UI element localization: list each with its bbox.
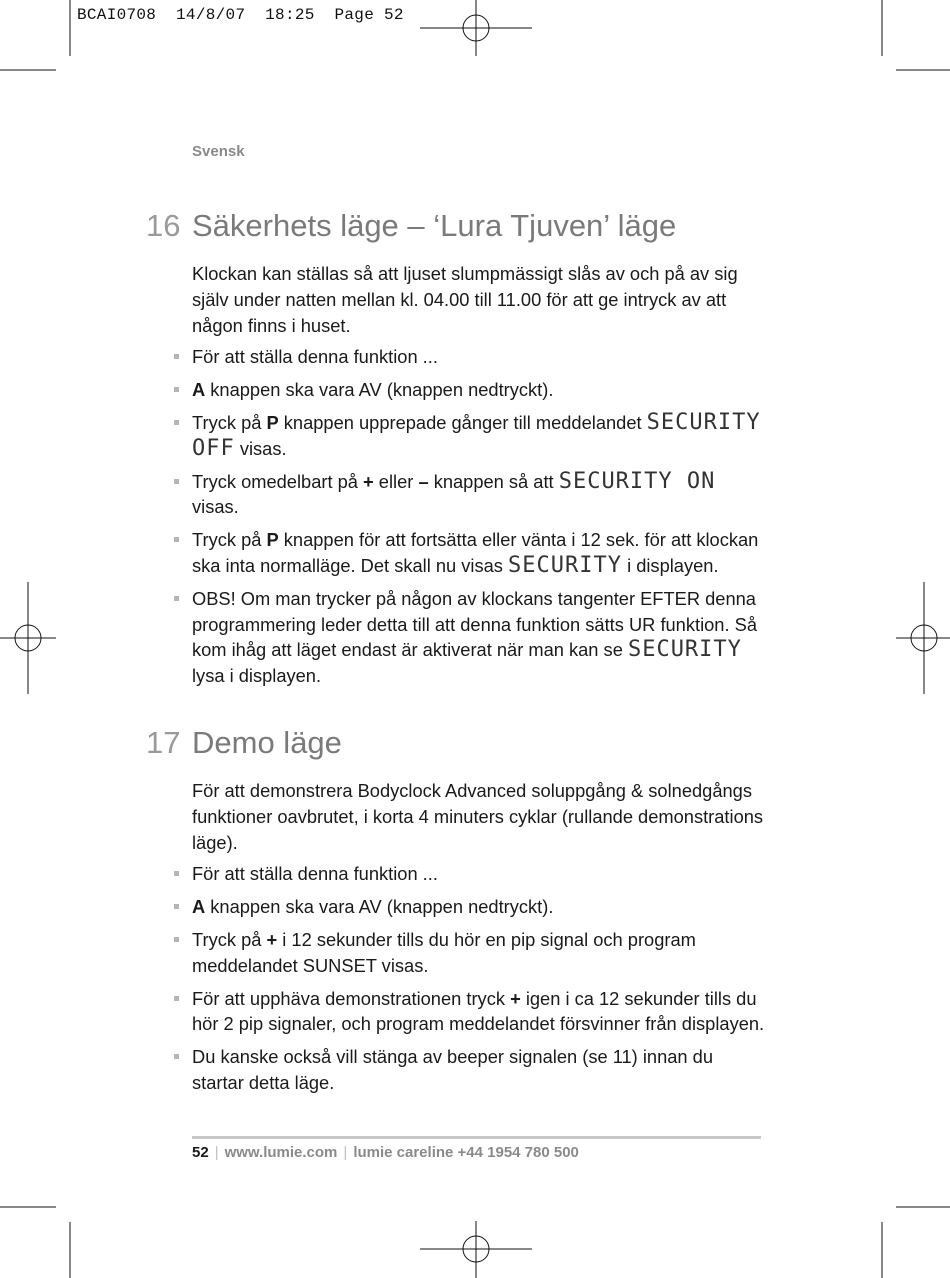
key-label: + <box>363 470 374 492</box>
bullet-icon <box>174 387 179 392</box>
registration-mark-right <box>896 582 950 694</box>
list-item: OBS! Om man trycker på någon av klockans tangenter EFTER denna programmering leder detta till att denna funktion sätts UR funktion. Så kom ihåg att läget endast är aktiverat när man kan se SECURITY lysa i displayen. <box>192 586 767 689</box>
section-title: Säkerhets läge – ‘Lura Tjuven’ läge <box>192 208 677 243</box>
list-item: Tryck på + i 12 sekunder tills du hör en pip signal och program meddelandet SUNSET visas. <box>192 927 767 979</box>
list-item: Tryck omedelbart på + eller – knappen så att SECURITY ON visas. <box>192 469 767 521</box>
lcd-message: SECURITY ON <box>558 468 716 494</box>
bullet-icon <box>174 937 179 942</box>
bullet-icon <box>174 479 179 484</box>
lcd-message: SECURITY <box>627 637 742 663</box>
bullet-icon <box>174 354 179 359</box>
footer-separator: | <box>343 1144 348 1161</box>
key-label: A <box>192 896 206 918</box>
language-label: Svensk <box>192 143 245 160</box>
list-item: För att upphäva demonstrationen tryck + igen i ca 12 sekunder tills du hör 2 pip signaler, och program meddelandet försvinner från displayen. <box>192 986 767 1038</box>
bullet-icon <box>174 420 179 425</box>
list-item: A knappen ska vara AV (knappen nedtryckt). <box>192 377 767 403</box>
footer-careline: lumie careline +44 1954 780 500 <box>353 1144 579 1161</box>
bullet-icon <box>174 537 179 542</box>
list-item: Du kanske också vill stänga av beeper signalen (se 11) innan du startar detta läge. <box>192 1044 767 1096</box>
page-footer <box>192 1144 579 1161</box>
registration-mark-left <box>0 582 56 694</box>
list-item: För att ställa denna funktion ... <box>192 344 767 370</box>
slug-date: 14/8/07 <box>176 6 246 24</box>
section-demo-mode <box>146 725 786 1103</box>
key-label: + <box>510 987 521 1009</box>
section-title: Demo läge <box>192 725 342 760</box>
bullet-icon <box>174 996 179 1001</box>
section-security-mode <box>146 208 786 696</box>
section-number: 16 <box>146 208 181 243</box>
key-label: + <box>266 928 278 950</box>
bullet-icon <box>174 1054 179 1059</box>
page-number: 52 <box>192 1144 209 1161</box>
key-label: A <box>192 379 206 401</box>
bullet-icon <box>174 904 179 909</box>
key-label: – <box>418 470 429 492</box>
registration-mark-top <box>420 0 532 56</box>
section-number: 17 <box>146 725 181 760</box>
slug-page: Page 52 <box>334 6 404 24</box>
bullet-icon <box>174 596 179 601</box>
registration-mark-bottom <box>420 1221 532 1278</box>
key-label: P <box>266 529 279 551</box>
slug-job: BCAI0708 <box>77 6 157 24</box>
footer-url: www.lumie.com <box>224 1144 338 1161</box>
slug-time: 18:25 <box>265 6 315 24</box>
footer-separator: | <box>214 1144 219 1161</box>
key-label: P <box>266 411 279 433</box>
list-item: Tryck på P knappen för att fortsätta eller vänta i 12 sek. för att klockan ska inta normalläge. Det skall nu visas SECURITY i displayen. <box>192 527 767 579</box>
list-item: A knappen ska vara AV (knappen nedtryckt). <box>192 894 767 920</box>
lcd-message: SECURITY <box>508 552 622 578</box>
footer-rule <box>192 1136 761 1139</box>
section-intro: Klockan kan ställas så att ljuset slumpmässigt slås av och på av sig själv under natten mellan kl. 04.00 till 11.00 för att ge intryck av att någon finns i huset. <box>192 263 738 336</box>
list-item: För att ställa denna funktion ... <box>192 861 767 887</box>
bullet-icon <box>174 871 179 876</box>
lcd-message: SECURITY OFF <box>192 409 761 461</box>
list-item: Tryck på P knappen upprepade gånger till meddelandet SECURITY OFF visas. <box>192 410 767 462</box>
section-intro: För att demonstrera Bodyclock Advanced soluppgång & solnedgångs funktioner oavbrutet, i korta 4 minuters cyklar (rullande demonstrations läge). <box>192 780 764 853</box>
